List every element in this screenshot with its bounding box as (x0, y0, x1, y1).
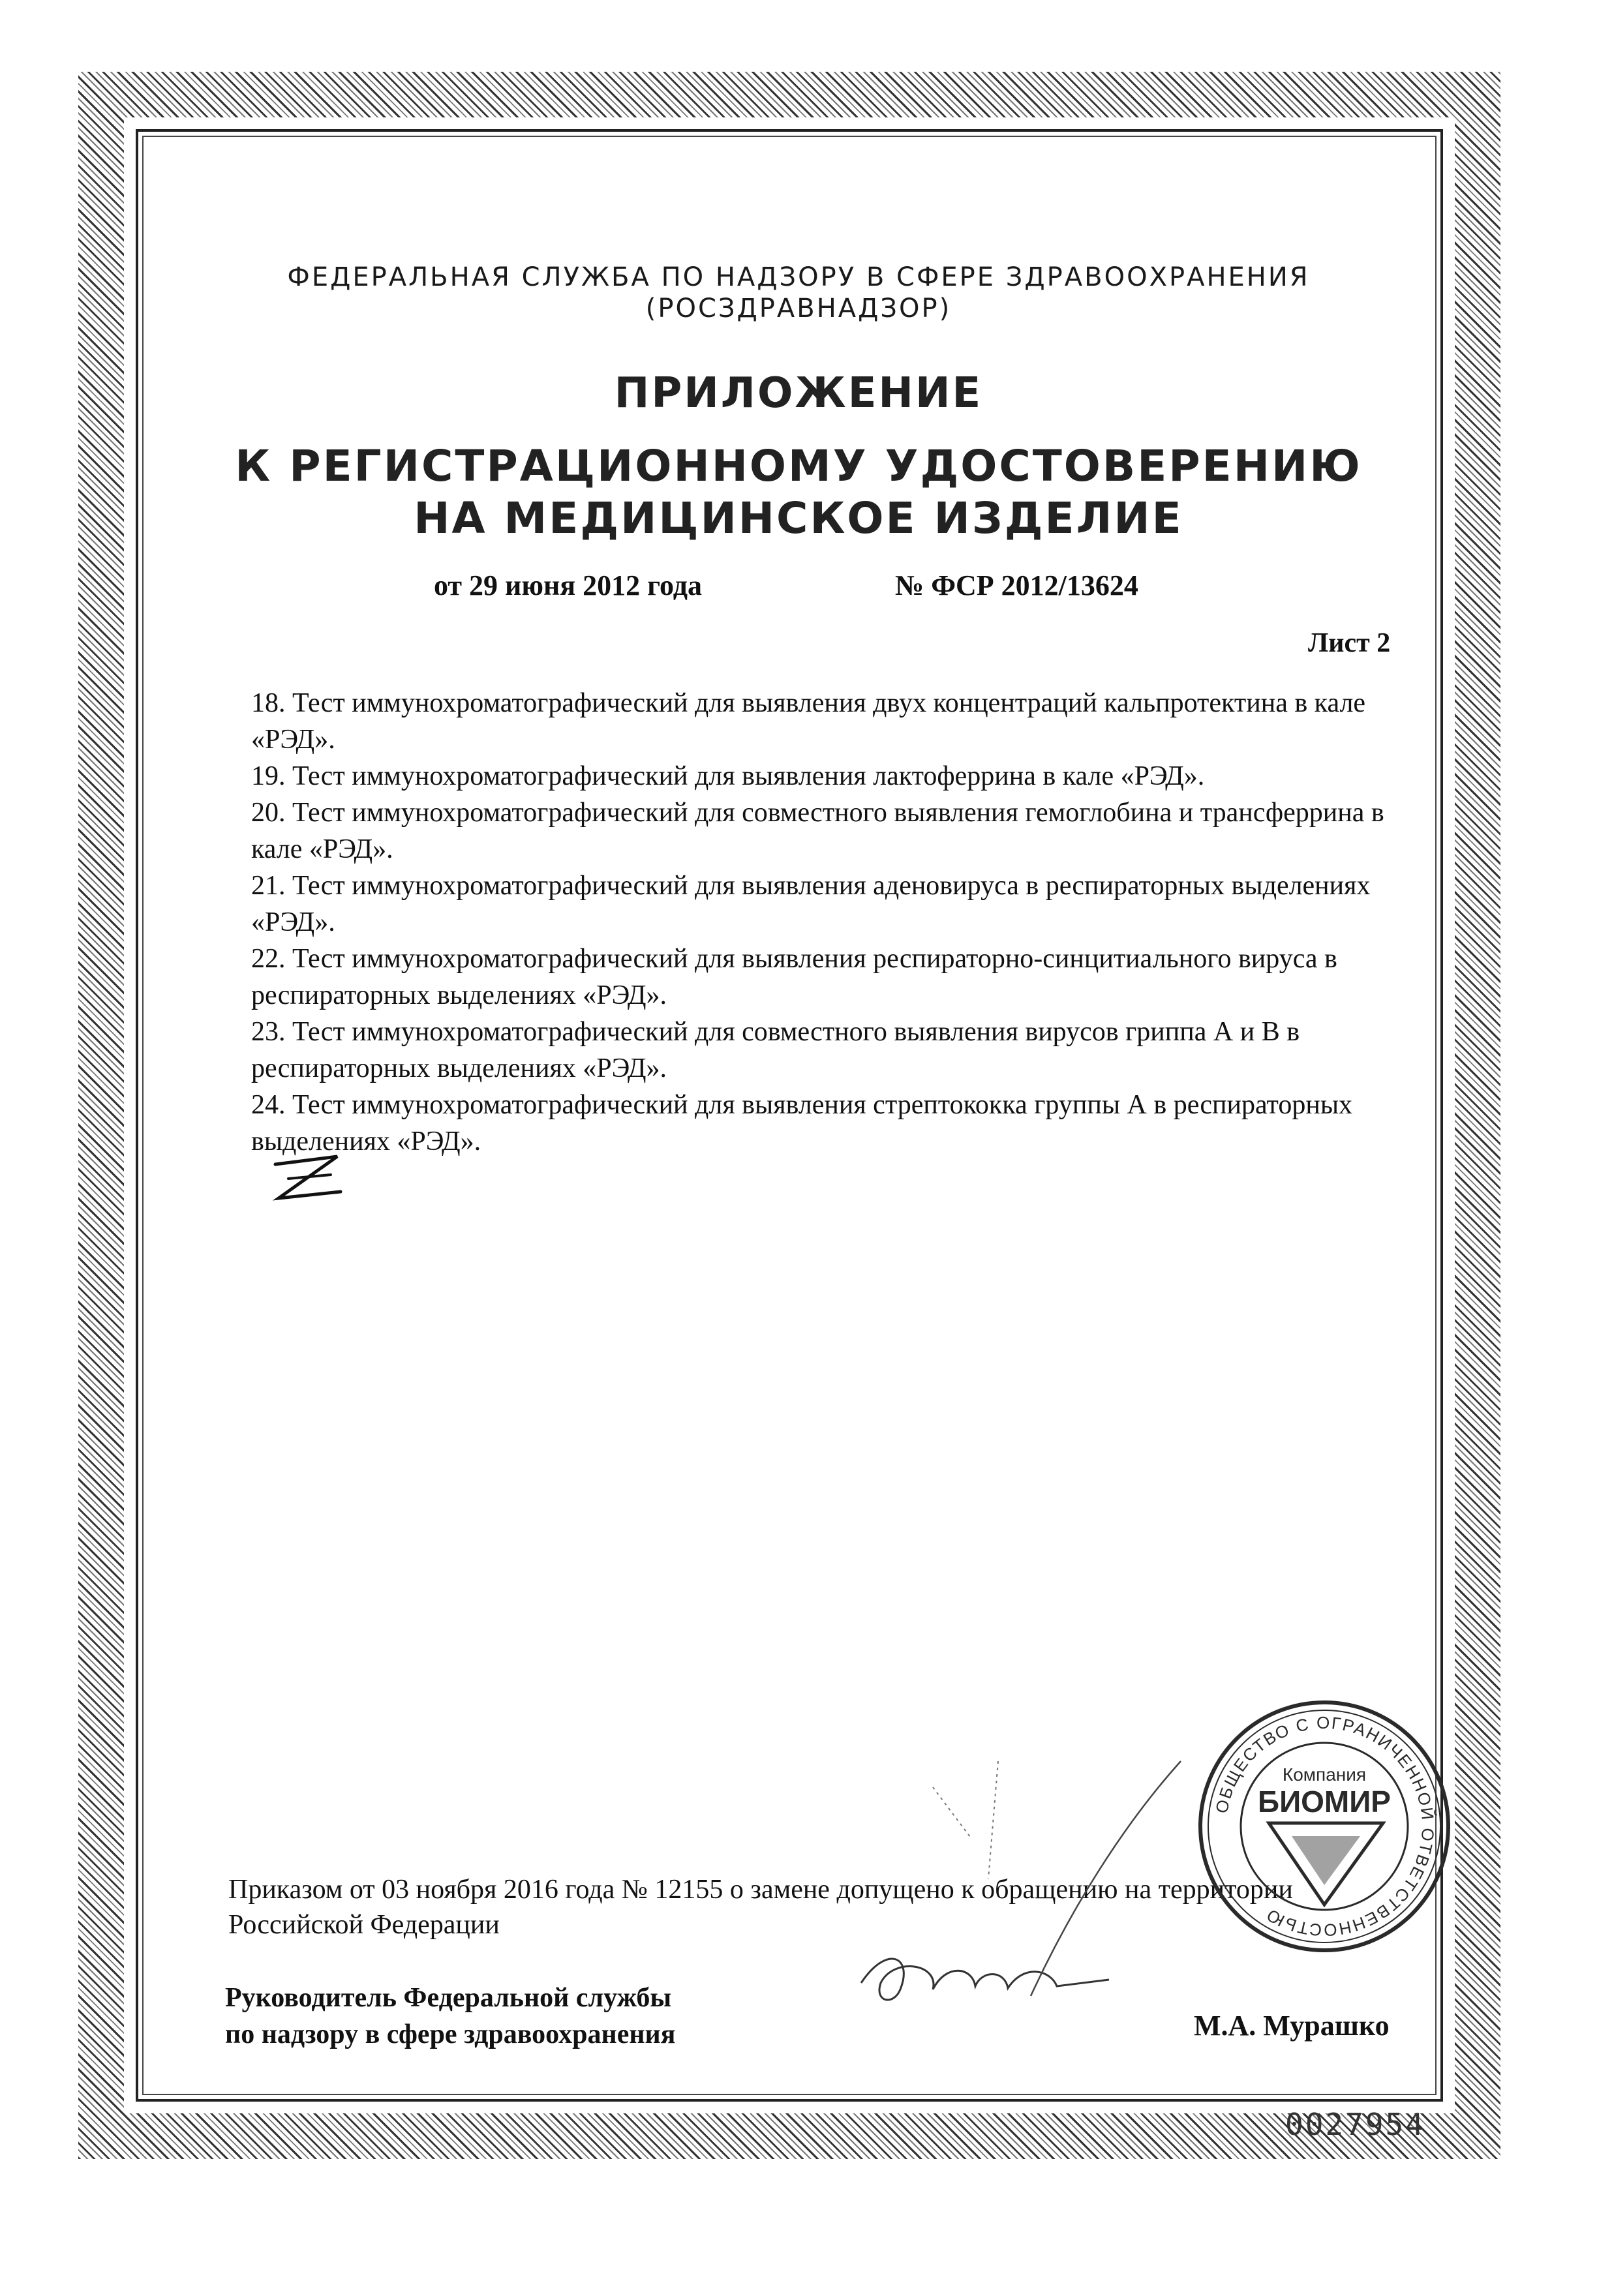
document-title: ПРИЛОЖЕНИЕ (614, 369, 983, 417)
registration-date: от 29 июня 2012 года (434, 569, 703, 601)
sheet-number: Лист 2 (1308, 628, 1391, 658)
signatory-title-line2: по надзору в сфере здравоохранения (225, 2019, 676, 2049)
list-item: 22. Тест иммунохроматографический для выявления респираторно-синцитиального вируса в респираторных выделениях «РЭД». (251, 944, 1337, 1010)
signatory-title (225, 1980, 675, 2053)
handwritten-signature (835, 1748, 1200, 2022)
signatory-name: М.А. Мурашко (1194, 2010, 1390, 2042)
agency-name: ФЕДЕРАЛЬНАЯ СЛУЖБА ПО НАДЗОРУ В СФЕРЕ ЗДРАВООХРАНЕНИЯ (287, 262, 1310, 292)
registration-number: № ФСР 2012/13624 (895, 569, 1138, 601)
z-closing-mark (269, 1151, 347, 1210)
list-item: 21. Тест иммунохроматографический для выявления аденовируса в респираторных выделениях «РЭД». (251, 871, 1371, 937)
list-item: 20. Тест иммунохроматографический для совместного выявления гемоглобина и трансферрина в кале «РЭД». (251, 798, 1384, 864)
device-list (251, 685, 1425, 1160)
order-note: Приказом от 03 ноября 2016 года № 12155 о замене допущено к обращению на территории Российской Федерации (228, 1875, 1293, 1940)
svg-text:Компания: Компания (1282, 1764, 1367, 1785)
agency-abbreviation: (РОСЗДРАВНАДЗОР) (645, 294, 952, 324)
list-item: 24. Тест иммунохроматографический для выявления стрептококка группы А в респираторных выделениях «РЭД». (251, 1090, 1353, 1156)
svg-text:ОБЩЕСТВО С ОГРАНИЧЕННОЙ ОТВЕТС: ОБЩЕСТВО С ОГРАНИЧЕННОЙ ОТВЕТСТВЕННОСТЬЮ (1211, 1712, 1438, 1941)
list-item: 23. Тест иммунохроматографический для совместного выявления вирусов гриппа А и В в респираторных выделениях «РЭД». (251, 1017, 1300, 1083)
list-item: 18. Тест иммунохроматографический для выявления двух концентраций кальпротектина в кале «РЭД». (251, 688, 1366, 755)
list-item: 19. Тест иммунохроматографический для выявления лактоферрина в кале «РЭД». (251, 761, 1205, 791)
company-seal (1194, 1696, 1455, 1957)
serial-number: 0027954 (1285, 2107, 1425, 2142)
document-subtitle-line1: К РЕГИСТРАЦИОННОМУ УДОСТОВЕРЕНИЮ (235, 441, 1362, 491)
svg-text:БИОМИР: БИОМИР (1258, 1785, 1391, 1819)
signatory-title-line1: Руководитель Федеральной службы (225, 1983, 672, 2013)
document-subtitle-line2: НА МЕДИЦИНСКОЕ ИЗДЕЛИЕ (414, 493, 1183, 543)
